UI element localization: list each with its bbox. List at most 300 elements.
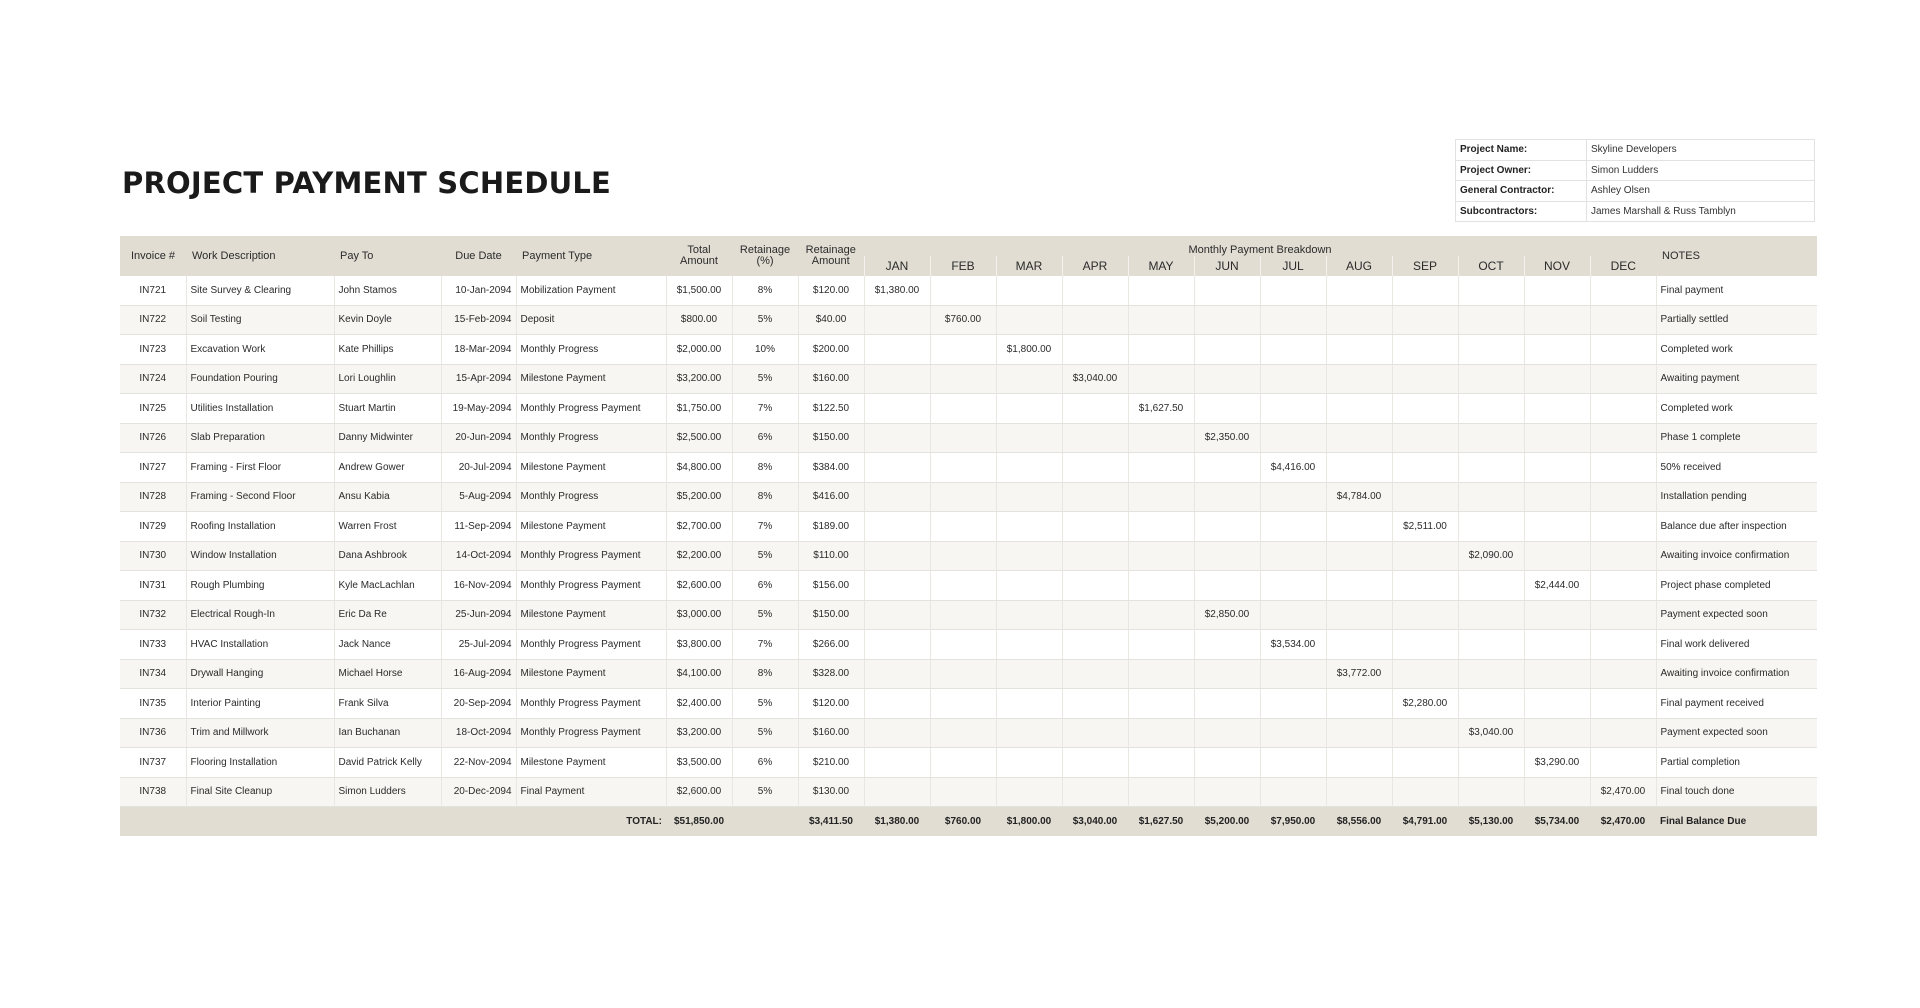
month-cell-sep [1392, 482, 1458, 512]
month-cell-mar [996, 777, 1062, 807]
month-cell-oct [1458, 276, 1524, 305]
month-cell-jan [864, 305, 930, 335]
table-row [120, 453, 1817, 483]
month-cell-jun [1194, 718, 1260, 748]
month-cell-nov [1524, 689, 1590, 719]
month-cell-jun [1194, 748, 1260, 778]
retainage-amount: $122.50 [798, 394, 864, 424]
table-row [120, 482, 1817, 512]
payment-type: Monthly Progress Payment [516, 571, 666, 601]
project-info-row [1456, 201, 1815, 222]
month-cell-aug [1326, 394, 1392, 424]
retainage-amount: $416.00 [798, 482, 864, 512]
month-cell-mar [996, 659, 1062, 689]
month-cell-dec [1590, 364, 1656, 394]
month-cell-jun [1194, 453, 1260, 483]
retainage-amount: $130.00 [798, 777, 864, 807]
month-cell-feb [930, 718, 996, 748]
month-cell-feb [930, 689, 996, 719]
invoice-number: IN731 [120, 571, 186, 601]
month-cell-sep [1392, 630, 1458, 660]
month-cell-apr [1062, 630, 1128, 660]
payment-type: Monthly Progress Payment [516, 541, 666, 571]
payment-type: Monthly Progress Payment [516, 630, 666, 660]
notes: Final payment [1656, 276, 1817, 305]
totals-month-mar: $1,800.00 [996, 807, 1062, 837]
month-cell-jul [1260, 482, 1326, 512]
month-cell-sep [1392, 394, 1458, 424]
month-cell-jul [1260, 305, 1326, 335]
payment-type: Monthly Progress [516, 423, 666, 453]
total-amount: $3,200.00 [666, 364, 732, 394]
month-cell-feb [930, 364, 996, 394]
month-cell-oct [1458, 689, 1524, 719]
notes: Project phase completed [1656, 571, 1817, 601]
month-cell-jan [864, 571, 930, 601]
notes: Installation pending [1656, 482, 1817, 512]
totals-month-feb: $760.00 [930, 807, 996, 837]
due-date: 20-Sep-2094 [441, 689, 516, 719]
work-description: Framing - Second Floor [186, 482, 334, 512]
month-cell-jul [1260, 394, 1326, 424]
month-cell-may [1128, 453, 1194, 483]
month-cell-nov [1524, 512, 1590, 542]
month-cell-sep: $2,280.00 [1392, 689, 1458, 719]
pay-to: John Stamos [334, 276, 441, 305]
table-row [120, 630, 1817, 660]
invoice-number: IN732 [120, 600, 186, 630]
project-info-row [1456, 181, 1815, 202]
payment-type: Milestone Payment [516, 748, 666, 778]
month-cell-jan: $1,380.00 [864, 276, 930, 305]
month-cell-oct [1458, 659, 1524, 689]
totals-month-may: $1,627.50 [1128, 807, 1194, 837]
retainage-pct: 5% [732, 305, 798, 335]
totals-row [120, 807, 1817, 837]
total-amount: $1,500.00 [666, 276, 732, 305]
month-cell-mar: $1,800.00 [996, 335, 1062, 365]
month-cell-may [1128, 305, 1194, 335]
month-cell-jul: $4,416.00 [1260, 453, 1326, 483]
month-cell-dec [1590, 276, 1656, 305]
total-amount: $800.00 [666, 305, 732, 335]
retainage-amount: $328.00 [798, 659, 864, 689]
table-row [120, 718, 1817, 748]
table-row [120, 335, 1817, 365]
work-description: Utilities Installation [186, 394, 334, 424]
month-cell-mar [996, 718, 1062, 748]
month-cell-nov [1524, 364, 1590, 394]
retainage-pct: 5% [732, 689, 798, 719]
month-cell-jan [864, 718, 930, 748]
invoice-number: IN727 [120, 453, 186, 483]
month-cell-aug [1326, 305, 1392, 335]
month-cell-dec [1590, 718, 1656, 748]
month-cell-apr [1062, 777, 1128, 807]
month-cell-jun [1194, 482, 1260, 512]
retainage-pct: 7% [732, 394, 798, 424]
retainage-pct: 8% [732, 276, 798, 305]
retainage-pct: 5% [732, 777, 798, 807]
notes: Completed work [1656, 335, 1817, 365]
payment-type: Monthly Progress [516, 335, 666, 365]
due-date: 18-Oct-2094 [441, 718, 516, 748]
month-cell-jul [1260, 541, 1326, 571]
month-cell-feb [930, 630, 996, 660]
month-cell-dec [1590, 512, 1656, 542]
totals-month-apr: $3,040.00 [1062, 807, 1128, 837]
header-notes: NOTES [1656, 236, 1817, 276]
table-row [120, 689, 1817, 719]
total-amount: $2,500.00 [666, 423, 732, 453]
table-row [120, 305, 1817, 335]
payment-type: Milestone Payment [516, 364, 666, 394]
work-description: Drywall Hanging [186, 659, 334, 689]
month-cell-mar [996, 305, 1062, 335]
totals-notes: Final Balance Due [1656, 807, 1817, 837]
retainage-amount: $156.00 [798, 571, 864, 601]
work-description: Site Survey & Clearing [186, 276, 334, 305]
invoice-number: IN730 [120, 541, 186, 571]
month-cell-nov: $2,444.00 [1524, 571, 1590, 601]
pay-to: Frank Silva [334, 689, 441, 719]
retainage-pct: 5% [732, 600, 798, 630]
month-cell-may [1128, 748, 1194, 778]
payment-type: Final Payment [516, 777, 666, 807]
header-month-may: MAY [1128, 256, 1194, 276]
notes: Payment expected soon [1656, 600, 1817, 630]
month-cell-mar [996, 512, 1062, 542]
month-cell-aug [1326, 335, 1392, 365]
retainage-amount: $210.00 [798, 748, 864, 778]
table-row [120, 571, 1817, 601]
month-cell-nov: $3,290.00 [1524, 748, 1590, 778]
retainage-amount: $160.00 [798, 364, 864, 394]
retainage-amount: $120.00 [798, 276, 864, 305]
month-cell-jul [1260, 512, 1326, 542]
month-cell-apr [1062, 541, 1128, 571]
month-cell-jun [1194, 659, 1260, 689]
month-cell-oct: $2,090.00 [1458, 541, 1524, 571]
month-cell-sep [1392, 364, 1458, 394]
totals-month-jun: $5,200.00 [1194, 807, 1260, 837]
project-info-key: General Contractor: [1456, 181, 1587, 202]
month-cell-aug [1326, 453, 1392, 483]
month-cell-nov [1524, 718, 1590, 748]
month-cell-apr [1062, 571, 1128, 601]
month-cell-feb [930, 453, 996, 483]
month-cell-dec [1590, 453, 1656, 483]
total-amount: $2,600.00 [666, 777, 732, 807]
notes: 50% received [1656, 453, 1817, 483]
month-cell-jul [1260, 423, 1326, 453]
project-info-value: Simon Ludders [1587, 160, 1815, 181]
header-month-nov: NOV [1524, 256, 1590, 276]
header-month-feb: FEB [930, 256, 996, 276]
retainage-amount: $110.00 [798, 541, 864, 571]
month-cell-feb [930, 777, 996, 807]
month-cell-dec [1590, 630, 1656, 660]
pay-to: Kate Phillips [334, 335, 441, 365]
header-total-amount: Total Amount [666, 236, 732, 276]
month-cell-sep [1392, 600, 1458, 630]
month-cell-feb [930, 748, 996, 778]
work-description: HVAC Installation [186, 630, 334, 660]
header-month-jun: JUN [1194, 256, 1260, 276]
month-cell-feb [930, 512, 996, 542]
due-date: 20-Jun-2094 [441, 423, 516, 453]
month-cell-dec: $2,470.00 [1590, 777, 1656, 807]
table-row [120, 276, 1817, 305]
month-cell-aug [1326, 512, 1392, 542]
table-row [120, 777, 1817, 807]
month-cell-may [1128, 571, 1194, 601]
month-cell-jul [1260, 689, 1326, 719]
total-amount: $3,200.00 [666, 718, 732, 748]
retainage-pct: 6% [732, 748, 798, 778]
month-cell-dec [1590, 482, 1656, 512]
invoice-number: IN723 [120, 335, 186, 365]
month-cell-apr [1062, 600, 1128, 630]
month-cell-mar [996, 630, 1062, 660]
retainage-pct: 10% [732, 335, 798, 365]
due-date: 15-Apr-2094 [441, 364, 516, 394]
retainage-pct: 7% [732, 512, 798, 542]
invoice-number: IN737 [120, 748, 186, 778]
header-pay-to: Pay To [334, 236, 441, 276]
total-amount: $1,750.00 [666, 394, 732, 424]
work-description: Final Site Cleanup [186, 777, 334, 807]
pay-to: Dana Ashbrook [334, 541, 441, 571]
invoice-number: IN726 [120, 423, 186, 453]
month-cell-jan [864, 689, 930, 719]
month-cell-oct [1458, 571, 1524, 601]
totals-month-dec: $2,470.00 [1590, 807, 1656, 837]
table-row [120, 748, 1817, 778]
month-cell-feb: $760.00 [930, 305, 996, 335]
due-date: 15-Feb-2094 [441, 305, 516, 335]
retainage-pct: 7% [732, 630, 798, 660]
month-cell-may [1128, 600, 1194, 630]
due-date: 10-Jan-2094 [441, 276, 516, 305]
month-cell-jan [864, 748, 930, 778]
header-month-jan: JAN [864, 256, 930, 276]
header-monthly-breakdown: Monthly Payment Breakdown [864, 236, 1656, 256]
work-description: Slab Preparation [186, 423, 334, 453]
header-retainage-amount: Retainage Amount [798, 236, 864, 276]
work-description: Electrical Rough-In [186, 600, 334, 630]
invoice-number: IN733 [120, 630, 186, 660]
month-cell-jun [1194, 512, 1260, 542]
month-cell-feb [930, 394, 996, 424]
invoice-number: IN736 [120, 718, 186, 748]
month-cell-dec [1590, 748, 1656, 778]
table-row [120, 659, 1817, 689]
work-description: Flooring Installation [186, 748, 334, 778]
month-cell-oct [1458, 453, 1524, 483]
notes: Final payment received [1656, 689, 1817, 719]
month-cell-jul [1260, 777, 1326, 807]
header-month-dec: DEC [1590, 256, 1656, 276]
month-cell-may [1128, 335, 1194, 365]
month-cell-jul [1260, 659, 1326, 689]
pay-to: Eric Da Re [334, 600, 441, 630]
month-cell-nov [1524, 394, 1590, 424]
project-info-key: Subcontractors: [1456, 201, 1587, 222]
month-cell-mar [996, 571, 1062, 601]
month-cell-mar [996, 364, 1062, 394]
pay-to: Kyle MacLachlan [334, 571, 441, 601]
month-cell-aug: $4,784.00 [1326, 482, 1392, 512]
pay-to: Andrew Gower [334, 453, 441, 483]
notes: Phase 1 complete [1656, 423, 1817, 453]
invoice-number: IN724 [120, 364, 186, 394]
table-row [120, 364, 1817, 394]
month-cell-dec [1590, 335, 1656, 365]
month-cell-apr [1062, 394, 1128, 424]
retainage-amount: $150.00 [798, 600, 864, 630]
project-info-value: James Marshall & Russ Tamblyn [1587, 201, 1815, 222]
total-amount: $2,000.00 [666, 335, 732, 365]
month-cell-dec [1590, 423, 1656, 453]
header-retainage-pct: Retainage (%) [732, 236, 798, 276]
project-info-table [1455, 139, 1815, 222]
month-cell-sep [1392, 777, 1458, 807]
month-cell-apr [1062, 718, 1128, 748]
month-cell-jun: $2,350.00 [1194, 423, 1260, 453]
month-cell-jan [864, 512, 930, 542]
page-title: PROJECT PAYMENT SCHEDULE [122, 166, 612, 200]
work-description: Soil Testing [186, 305, 334, 335]
month-cell-jun: $2,850.00 [1194, 600, 1260, 630]
totals-month-jan: $1,380.00 [864, 807, 930, 837]
table-row [120, 423, 1817, 453]
notes: Completed work [1656, 394, 1817, 424]
month-cell-sep [1392, 659, 1458, 689]
retainage-amount: $150.00 [798, 423, 864, 453]
due-date: 5-Aug-2094 [441, 482, 516, 512]
retainage-amount: $266.00 [798, 630, 864, 660]
month-cell-apr [1062, 276, 1128, 305]
month-cell-aug [1326, 276, 1392, 305]
table-row [120, 541, 1817, 571]
work-description: Framing - First Floor [186, 453, 334, 483]
month-cell-nov [1524, 453, 1590, 483]
month-cell-jun [1194, 394, 1260, 424]
pay-to: Michael Horse [334, 659, 441, 689]
month-cell-nov [1524, 777, 1590, 807]
due-date: 11-Sep-2094 [441, 512, 516, 542]
month-cell-oct [1458, 394, 1524, 424]
month-cell-may [1128, 718, 1194, 748]
month-cell-jan [864, 364, 930, 394]
header-invoice: Invoice # [120, 236, 186, 276]
month-cell-sep [1392, 335, 1458, 365]
month-cell-jun [1194, 630, 1260, 660]
retainage-amount: $189.00 [798, 512, 864, 542]
table-row [120, 600, 1817, 630]
totals-month-oct: $5,130.00 [1458, 807, 1524, 837]
month-cell-aug [1326, 689, 1392, 719]
month-cell-jul [1260, 335, 1326, 365]
month-cell-dec [1590, 689, 1656, 719]
month-cell-oct [1458, 423, 1524, 453]
pay-to: Simon Ludders [334, 777, 441, 807]
total-amount: $2,700.00 [666, 512, 732, 542]
month-cell-feb [930, 541, 996, 571]
month-cell-mar [996, 453, 1062, 483]
month-cell-oct [1458, 364, 1524, 394]
month-cell-sep [1392, 748, 1458, 778]
month-cell-nov [1524, 630, 1590, 660]
month-cell-apr [1062, 748, 1128, 778]
month-cell-sep [1392, 571, 1458, 601]
month-cell-may [1128, 630, 1194, 660]
month-cell-may [1128, 423, 1194, 453]
total-amount: $2,400.00 [666, 689, 732, 719]
month-cell-jan [864, 335, 930, 365]
due-date: 16-Nov-2094 [441, 571, 516, 601]
month-cell-oct [1458, 777, 1524, 807]
notes: Final work delivered [1656, 630, 1817, 660]
month-cell-jun [1194, 777, 1260, 807]
pay-to: Jack Nance [334, 630, 441, 660]
total-amount: $3,500.00 [666, 748, 732, 778]
due-date: 19-May-2094 [441, 394, 516, 424]
header-month-oct: OCT [1458, 256, 1524, 276]
month-cell-jun [1194, 335, 1260, 365]
payment-type: Monthly Progress [516, 482, 666, 512]
month-cell-nov [1524, 276, 1590, 305]
month-cell-jan [864, 482, 930, 512]
month-cell-dec [1590, 305, 1656, 335]
month-cell-mar [996, 689, 1062, 719]
month-cell-jul: $3,534.00 [1260, 630, 1326, 660]
month-cell-jun [1194, 305, 1260, 335]
month-cell-may [1128, 659, 1194, 689]
total-amount: $3,000.00 [666, 600, 732, 630]
notes: Partial completion [1656, 748, 1817, 778]
month-cell-nov [1524, 541, 1590, 571]
month-cell-aug [1326, 423, 1392, 453]
month-cell-aug [1326, 777, 1392, 807]
month-cell-may [1128, 541, 1194, 571]
header-payment-type: Payment Type [516, 236, 666, 276]
month-cell-apr [1062, 305, 1128, 335]
month-cell-feb [930, 600, 996, 630]
month-cell-may [1128, 512, 1194, 542]
month-cell-oct [1458, 482, 1524, 512]
month-cell-aug [1326, 718, 1392, 748]
retainage-pct: 8% [732, 453, 798, 483]
month-cell-oct [1458, 600, 1524, 630]
invoice-number: IN734 [120, 659, 186, 689]
month-cell-jun [1194, 541, 1260, 571]
retainage-amount: $384.00 [798, 453, 864, 483]
month-cell-dec [1590, 600, 1656, 630]
retainage-pct: 5% [732, 718, 798, 748]
month-cell-jul [1260, 600, 1326, 630]
month-cell-oct [1458, 512, 1524, 542]
project-info-value: Skyline Developers [1587, 140, 1815, 161]
month-cell-sep [1392, 423, 1458, 453]
payment-type: Milestone Payment [516, 659, 666, 689]
month-cell-sep [1392, 541, 1458, 571]
month-cell-oct [1458, 305, 1524, 335]
month-cell-jul [1260, 718, 1326, 748]
month-cell-aug: $3,772.00 [1326, 659, 1392, 689]
table-row [120, 394, 1817, 424]
